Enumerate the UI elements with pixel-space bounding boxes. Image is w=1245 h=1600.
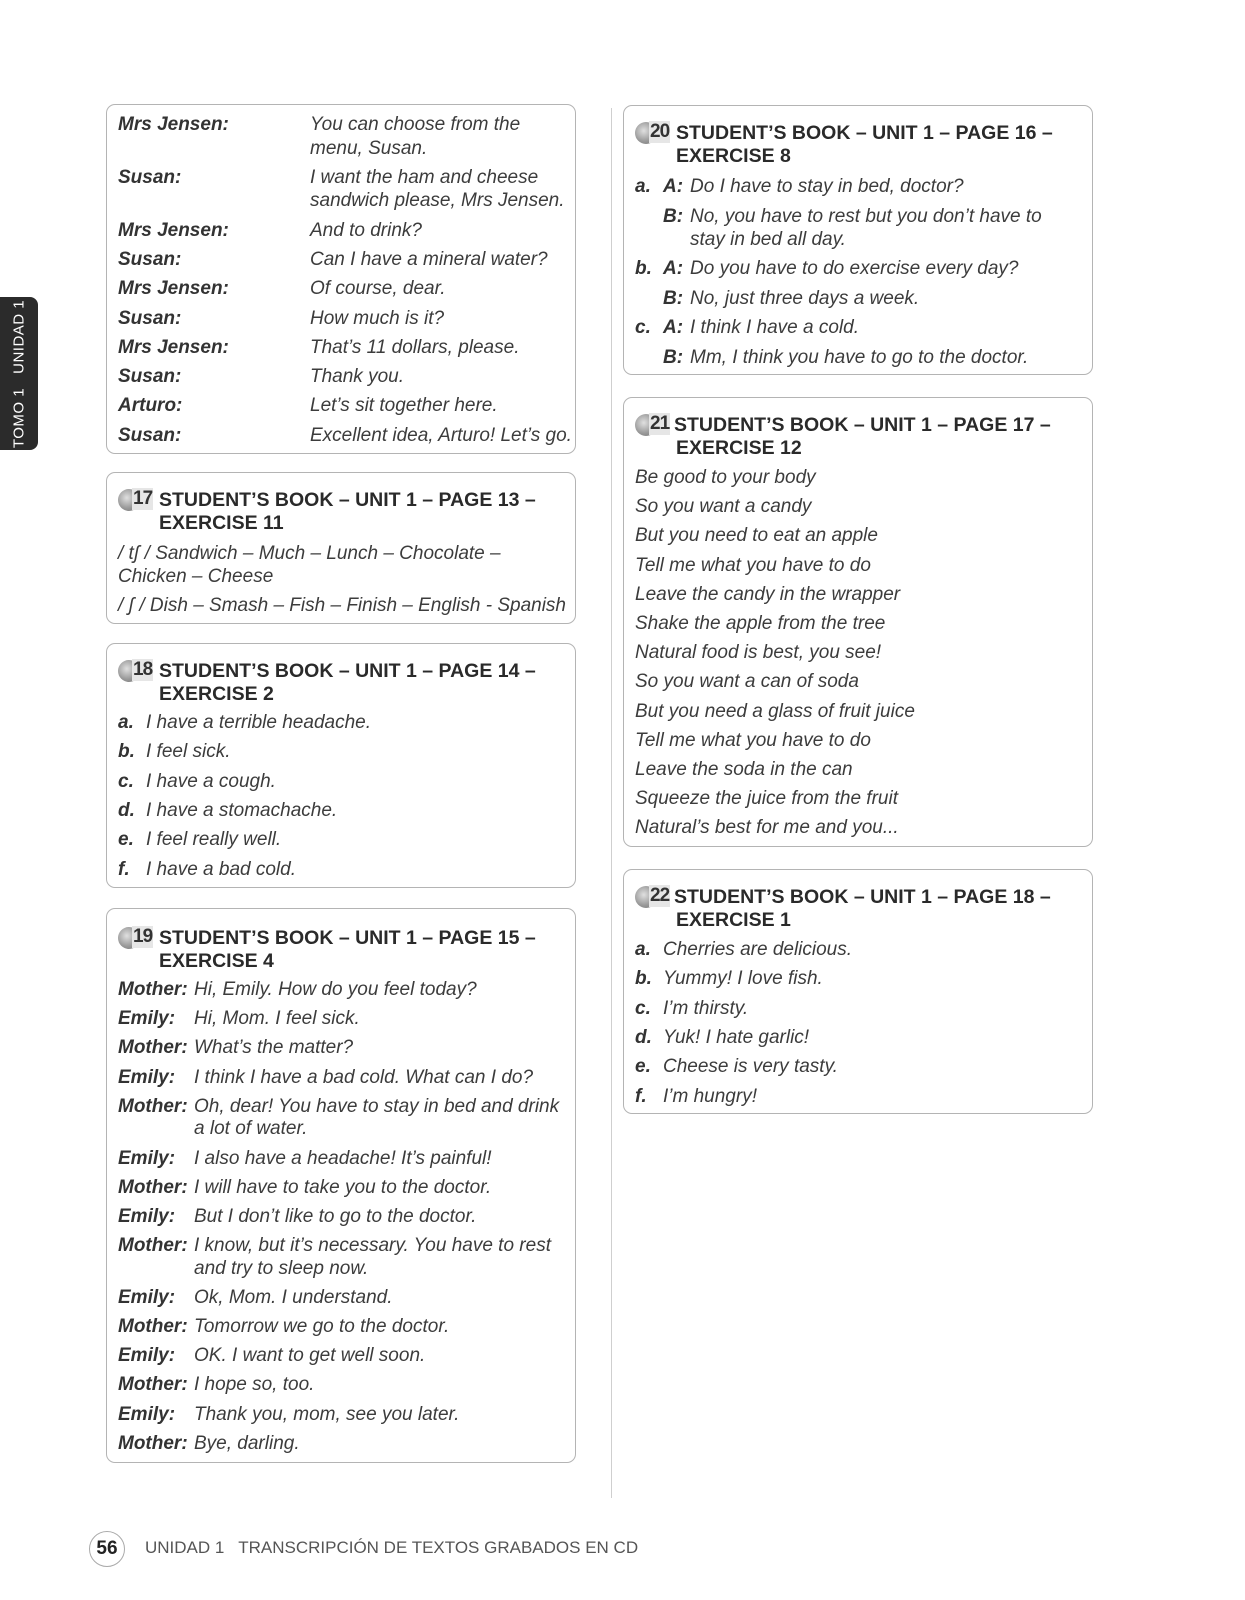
dialogue-line: OK. I want to get well soon. [194,1345,426,1367]
dialogue-line: You can choose from the [310,114,521,135]
track-21-title: STUDENT’S BOOK – UNIT 1 – PAGE 17 – [674,414,1051,436]
speaker-name: Mrs Jensen: [118,336,229,358]
dialogue-line: I will have to take you to the doctor. [194,1176,492,1198]
speaker-name: Emily: [118,1066,176,1088]
speaker-name: Arturo: [118,395,183,417]
track-19-subtitle: EXERCISE 4 [159,950,274,972]
dialogue-line: menu, Susan. [310,137,428,159]
dialogue-line: Of course, dear. [310,278,446,300]
track-17-title: STUDENT’S BOOK – UNIT 1 – PAGE 13 – [159,489,536,511]
speaker-name: Emily: [118,1008,176,1030]
list-letter: f. [635,1085,647,1107]
dialogue-line: No, just three days a week. [690,287,920,309]
dialogue-box-top [106,104,576,454]
side-tab [0,297,38,450]
dialogue-line: Mm, I think you have to go to the doctor. [690,346,1029,368]
list-item: I feel sick. [146,741,231,763]
dialogue-line: I think I have a bad cold. What can I do? [194,1066,534,1088]
track-19-box [106,908,576,1463]
speaker-name: Emily: [118,1403,176,1425]
list-item: Cherries are delicious. [663,939,853,960]
cd-icon: 18 [118,658,154,684]
speaker-name: Mother: [118,1432,188,1454]
speaker-name: Emily: [118,1345,176,1367]
dialogue-line: I also have a headache! It’s painful! [194,1147,492,1169]
speaker-name: B: [663,205,684,227]
dialogue-line: And to drink? [310,219,422,241]
speaker-name: Emily: [118,1147,176,1169]
speaker-name: Mrs Jensen: [118,114,229,135]
list-letter: a. [635,939,651,960]
track-17-box [106,472,576,624]
speaker-name: Emily: [118,1205,176,1227]
dialogue-line: I think I have a cold. [690,317,859,338]
track-20-box [623,105,1093,375]
track-22-title: STUDENT’S BOOK – UNIT 1 – PAGE 18 – [674,886,1051,908]
list-letter: d. [635,1026,652,1048]
list-letter: d. [118,799,135,821]
dialogue-line: Oh, dear! You have to stay in bed and drink [194,1095,560,1117]
lyric-line: Tell me what you have to do [635,554,871,576]
list-item: I’m thirsty. [663,997,749,1019]
dialogue-line: How much is it? [310,307,445,329]
dialogue-line: a lot of water. [194,1118,308,1140]
dialogue-line: That’s 11 dollars, please. [310,336,520,358]
speaker-name: Mrs Jensen: [118,219,229,241]
lyric-line: Tell me what you have to do [635,729,871,751]
list-item: I feel really well. [146,829,282,851]
lyric-line: But you need to eat an apple [635,525,878,547]
dialogue-line: Ok, Mom. I understand. [194,1286,393,1308]
list-item: I have a cough. [146,770,276,792]
track-21-box [623,397,1093,847]
dialogue-line: and try to sleep now. [194,1257,369,1279]
speaker-name: Mrs Jensen: [118,278,229,300]
list-item: Yuk! I hate garlic! [663,1026,810,1048]
phoneme-line: / tʃ / Sandwich – Much – Lunch – Chocolate – [118,543,501,564]
speaker-name: Susan: [118,424,182,446]
lyric-line: Be good to your body [635,467,816,488]
list-item: Yummy! I love fish. [663,968,823,990]
lyric-line: Natural food is best, you see! [635,642,882,664]
dialogue-line: What’s the matter? [194,1037,354,1059]
track-20-title: STUDENT’S BOOK – UNIT 1 – PAGE 16 – [676,122,1053,144]
dialogue-line: But I don’t like to go to the doctor. [194,1205,477,1227]
list-item: Cheese is very tasty. [663,1056,838,1078]
speaker-name: B: [663,346,684,368]
list-item: I’m hungry! [663,1085,757,1107]
dialogue-line: I want the ham and cheese [310,166,539,188]
list-item: I have a terrible headache. [146,712,371,733]
cd-icon: 19 [118,925,154,951]
list-item: I have a stomachache. [146,799,338,821]
track-18-box [106,643,576,888]
phoneme-line: / ʃ / Dish – Smash – Fish – Finish – English - Spanish [118,595,566,616]
speaker-name: Susan: [118,366,182,388]
lyric-line: Leave the soda in the can [635,759,853,780]
dialogue-line: Do I have to stay in bed, doctor? [690,176,964,197]
dialogue-line: Tomorrow we go to the doctor. [194,1316,450,1337]
lyric-line: Leave the candy in the wrapper [635,583,901,605]
track-18-subtitle: EXERCISE 2 [159,683,274,705]
dialogue-line: stay in bed all day. [690,228,846,250]
dialogue-line: Let’s sit together here. [310,395,498,417]
dialogue-line: Thank you. [310,366,404,388]
dialogue-line: Excellent idea, Arturo! Let’s go. [310,424,572,446]
lyric-line: Natural’s best for me and you... [635,817,899,839]
list-letter: a. [118,712,134,733]
list-item: I have a bad cold. [146,858,296,880]
speaker-name: A: [663,176,684,197]
cd-icon: 21 [635,412,671,438]
speaker-name: A: [663,258,684,279]
speaker-name: Mother: [118,1037,188,1059]
track-22-box [623,869,1093,1114]
speaker-name: Mother: [118,1316,188,1337]
speaker-name: Susan: [118,166,182,188]
speaker-name: A: [663,317,684,338]
dialogue-line: Hi, Emily. How do you feel today? [194,979,477,1000]
speaker-name: Mother: [118,1374,188,1396]
dialogue-line: Do you have to do exercise every day? [690,258,1019,279]
list-letter: c. [118,770,134,792]
speaker-name: Emily: [118,1286,176,1308]
dialogue-line: I know, but it’s necessary. You have to rest [194,1235,551,1257]
list-letter: a. [635,176,651,197]
list-letter: e. [635,1056,651,1078]
list-letter: c. [635,997,651,1019]
speaker-name: Susan: [118,248,182,270]
track-22-subtitle: EXERCISE 1 [676,909,791,931]
speaker-name: Mother: [118,1235,188,1257]
speaker-name: B: [663,287,684,309]
list-letter: c. [635,317,651,338]
footer-text: UNIDAD 1 TRANSCRIPCIÓN DE TEXTOS GRABADOS EN CD [145,1538,639,1557]
cd-icon: 22 [635,884,671,910]
side-tab-label: TOMO 1 UNIDAD 1 [10,299,28,448]
list-letter: b. [118,741,135,763]
cd-icon: 17 [118,487,154,513]
phoneme-line: Chicken – Cheese [118,566,274,587]
speaker-name: Mother: [118,1176,188,1198]
track-20-subtitle: EXERCISE 8 [676,145,791,167]
list-letter: b. [635,258,652,279]
lyric-line: But you need a glass of fruit juice [635,700,915,722]
list-letter: b. [635,968,652,990]
speaker-name: Mother: [118,1095,188,1117]
track-18-title: STUDENT’S BOOK – UNIT 1 – PAGE 14 – [159,660,536,682]
track-17-subtitle: EXERCISE 11 [159,512,284,534]
lyric-line: Squeeze the juice from the fruit [635,788,898,810]
dialogue-line: No, you have to rest but you don’t have to [690,205,1042,227]
page-number: 56 [89,1531,125,1567]
dialogue-line: Bye, darling. [194,1432,300,1454]
column-divider [611,108,612,1498]
lyric-line: So you want a candy [635,496,812,518]
list-letter: e. [118,829,134,851]
lyric-line: So you want a can of soda [635,671,859,693]
list-letter: f. [118,858,130,880]
speaker-name: Susan: [118,307,182,329]
lyric-line: Shake the apple from the tree [635,613,886,634]
dialogue-line: Can I have a mineral water? [310,248,548,270]
cd-icon: 20 [635,120,671,146]
track-21-subtitle: EXERCISE 12 [676,437,802,459]
dialogue-line: Thank you, mom, see you later. [194,1403,460,1425]
dialogue-line: Hi, Mom. I feel sick. [194,1008,360,1030]
speaker-name: Mother: [118,979,188,1000]
dialogue-line: sandwich please, Mrs Jensen. [310,190,565,212]
dialogue-line: I hope so, too. [194,1374,315,1396]
track-19-title: STUDENT’S BOOK – UNIT 1 – PAGE 15 – [159,927,536,949]
